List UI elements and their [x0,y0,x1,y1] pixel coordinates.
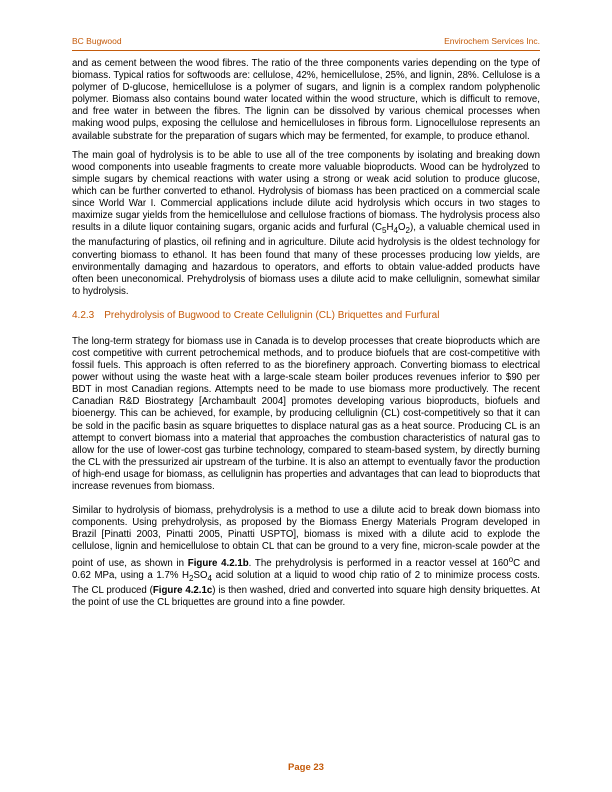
page-number: Page 23 [288,762,324,773]
page-header [72,36,540,50]
text-run: O [397,222,406,234]
text-run: The main goal of hydrolysis is to be able to use all of the tree components by isolating and breaking down wood components into useable fragments to create more valuable bioproducts. Wood can be hydrolyzed to simple sugars by chemical reactions with water using a strong or weak acid solution to produce glucose, which can be further converted to ethanol. Hydrolysis of biomass has been practiced on a commercial scale since World War I. Commercial applications include dilute acid hydrolysis which occurs in two stages to maximize sugar yields from the hemicellulose and cellulose fractions of biomass. The hydrolysis process also results in a dilute liquor containing sugars, organic acids and furfural (C [72,149,540,234]
text-run: C and 0.62 MPa, using a 1.7% H [72,557,540,581]
paragraph-strategy: The long-term strategy for biomass use in Canada is to develop processes that create bioproducts which are cost competitive with current petrochemical methods, and to produce biofuels that are cost-competitive with fossil fuels. This approach is often referred to as the biorefinery approach. Converting biomass to electrical power without using the waste heat with a large-scale steam boiler produces revenues inferior to $90 per BDT in most Canadian regions. Attempts need to be made to use biomass more productively. The recent Canadian R&D Biostrategy [Archambault 2004] promotes developing various bioproducts, biofuels and bioenergy. This can be achieved, for example, by producing cellulignin (CL) cost-competitively so that it can be sold in the pacific basin as square briquettes to displace natural gas as a heat source. Producing CL is an attempt to convert biomass into a material that approaches the combustion characteristics of natural gas to allow for the use of lower-cost gas turbine technology, compared to steam-based system, by directly burning the CL with the pressurized air upstream of the turbine. It is also an attempt to eventually favor the production of high-end usage for biomass, as cellulignin has properties and advantages that can lead to bioproducts that increase revenues from biomass. [72,335,540,493]
superscript: o [508,554,514,564]
subscript: 2 [405,226,411,236]
paragraph-lignin: and as cement between the wood fibres. The ratio of the three components varies depending on the type of biomass. Typical ratios for softwoods are: cellulose, 42%, hemicellulose, 25%, and lignin, 28%. Cellulose is a polymer of D-glucose, hemicellulose is a polymer of sugars, and lignin is a complex random polyphenolic polymer. Biomass also contains bound water located within the wood structure, which is difficult to remove, and free water in between the fibres. The lignin can be dissolved by various chemical processes when making wood pulps, exposing the cellulose and hemicelluloses in fibrous form. Lignocellulose represents an available substrate for the preparation of sugars which may be fermented, for example, to produce ethanol. [72,58,540,142]
subscript: 4 [393,226,398,236]
text-run: H [386,222,394,234]
subscript: 5 [381,226,387,236]
section-title: Prehydrolysis of Bugwood to Create Cellulignin (CL) Briquettes and Furfural [104,309,440,321]
text-run: ) is then washed, dried and converted into square high density briquettes. At the point of use the CL briquettes are ground into a fine powder. [72,584,540,608]
figure-reference: Figure 4.2.1b [187,557,249,569]
text-run: Similar to hydrolysis of biomass, prehydrolysis is a method to use a dilute acid to break down biomass into components. Using prehydrolysis, as proposed by the Biomass Energy Materials Program developed in Brazil [Pinatti 2003, Pinatti 2005, Pinatti USPTO], biomass is mixed with a dilute acid to explode the cellulose, lignin and hemicellulose to obtain CL that can be ground to a very fine, micron-scale powder at the point of use, as shown in [72,505,540,569]
paragraph-hydrolysis [72,150,540,298]
page-content [72,58,540,616]
subscript: 2 [189,573,194,583]
section-number: 4.2.3 [72,309,95,321]
text-run: SO [193,569,208,581]
text-run: . The prehydrolysis is performed in a reactor vessel at 160 [248,557,509,569]
subscript: 4 [207,573,213,583]
text-run: acid solution at a liquid to wood chip ratio of 2 to minimize process costs. The CL produced ( [72,569,540,596]
figure-reference: Figure 4.2.1c [152,584,213,596]
text-run: ), a valuable chemical used in the manufacturing of plastics, oil refining and in agriculture. Dilute acid hydrolysis is the oldest technology for converting biomass to ethanol. It has been found that many of these processes producing low yields, are environmentally damaging and hazardous to operators, and efforts to obtain value-added products have often been uneconomical. Prehydrolysis of biomass uses a dilute acid to make cellulignin, somewhat similar to hydrolysis. [72,222,540,297]
header-right: Envirochem Services Inc. [444,36,540,46]
section-heading [72,310,540,322]
header-divider [72,50,540,51]
header-left: BC Bugwood [72,36,122,46]
paragraph-prehydrolysis [72,505,540,609]
